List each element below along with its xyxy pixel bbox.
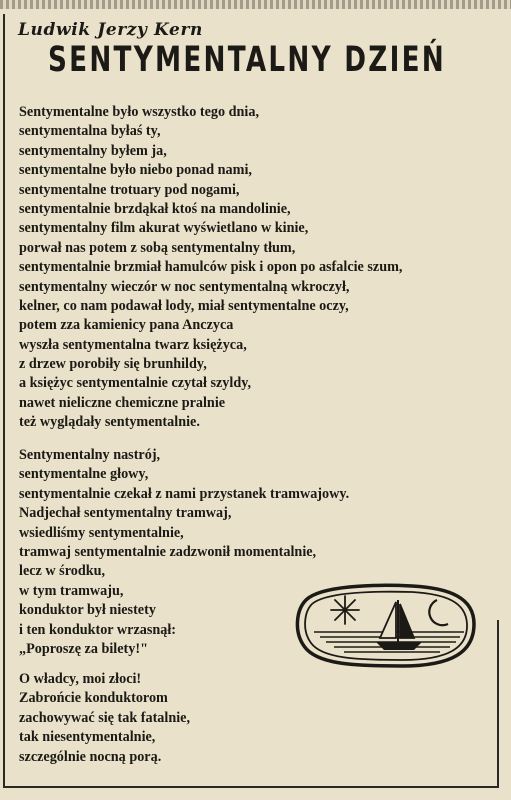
poem-line: sentymentalne było niebo ponad nami, [19, 162, 252, 179]
poem-line: sentymentalnie brzmiał hamulców pisk i opon po asfalcie szum, [19, 259, 403, 276]
poem-line: też wyglądały sentymentalnie. [19, 414, 200, 431]
stanza-1 [19, 103, 402, 433]
poem-line: potem zza kamienicy pana Anczyca [19, 317, 234, 334]
crescent-moon-icon [429, 600, 448, 625]
poem-line: sentymentalny wieczór w noc sentymentalną wkroczył, [19, 278, 350, 295]
poem-line: nawet nieliczne chemiczne pralnie [19, 394, 226, 411]
poem-line: Nadjechał sentymentalny tramwaj, [19, 505, 232, 522]
poem-line: kelner, co nam podawał lody, miał sentymentalne oczy, [19, 297, 349, 314]
frame-right-rule [497, 620, 499, 788]
poem-line: sentymentalne trotuary pod nogami, [19, 181, 240, 198]
poem-line: konduktor był niestety [19, 602, 156, 619]
frame-left-rule [3, 14, 5, 788]
poem-line: Zabrońcie konduktorom [19, 690, 168, 707]
poem-line: i ten konduktor wrzasnął: [19, 621, 177, 638]
poem-line: lecz w środku, [19, 563, 106, 580]
poem-line: sentymentalne głowy, [19, 466, 149, 483]
sailboat-illustration [292, 580, 482, 672]
poem-line: szczególnie nocną porą. [19, 748, 162, 765]
poem-line: sentymentalny film akurat wyświetlano w kinie, [19, 220, 309, 237]
sailboat-icon [376, 600, 422, 650]
poem-line: tramwaj sentymentalnie zadzwonił momentalnie, [19, 543, 317, 560]
poem-line: a księżyc sentymentalnie czytał szyldy, [19, 375, 252, 392]
poem-line: porwał nas potem z sobą sentymentalny tłum, [19, 239, 296, 256]
poem-line: z drzew porobiły się brunhildy, [19, 356, 207, 373]
poem-line: sentymentalnie czekał z nami przystanek tramwajowy. [19, 485, 350, 502]
poem-title: SENTYMENTALNY DZIEŃ [48, 40, 447, 80]
poem-line: wsiedliśmy sentymentalnie, [19, 524, 184, 541]
poem-line: O władcy, moi złoci! [19, 671, 142, 687]
poem-line: wyszła sentymentalna twarz księżyca, [19, 336, 247, 353]
poem-line: Sentymentalne było wszystko tego dnia, [19, 104, 260, 120]
frame-bottom-rule [3, 786, 499, 788]
poem-line: tak niesentymentalnie, [19, 729, 156, 746]
poem-line: Sentymentalny nastrój, [19, 447, 161, 463]
stanza-3 [19, 670, 190, 767]
clipping-edge-strip [0, 0, 511, 9]
poem-line: sentymentalny byłem ja, [19, 142, 167, 159]
poem-line: sentymentalna byłaś ty, [19, 123, 161, 140]
poem-line: w tym tramwaju, [19, 582, 124, 599]
sun-icon [331, 596, 359, 624]
poem-author: Ludwik Jerzy Kern [18, 20, 203, 40]
poem-line: zachowywać się tak fatalnie, [19, 709, 191, 726]
poem-line: sentymentalnie brzdąkał ktoś na mandolinie, [19, 200, 291, 217]
poem-line: „Poproszę za bilety!" [19, 640, 148, 657]
